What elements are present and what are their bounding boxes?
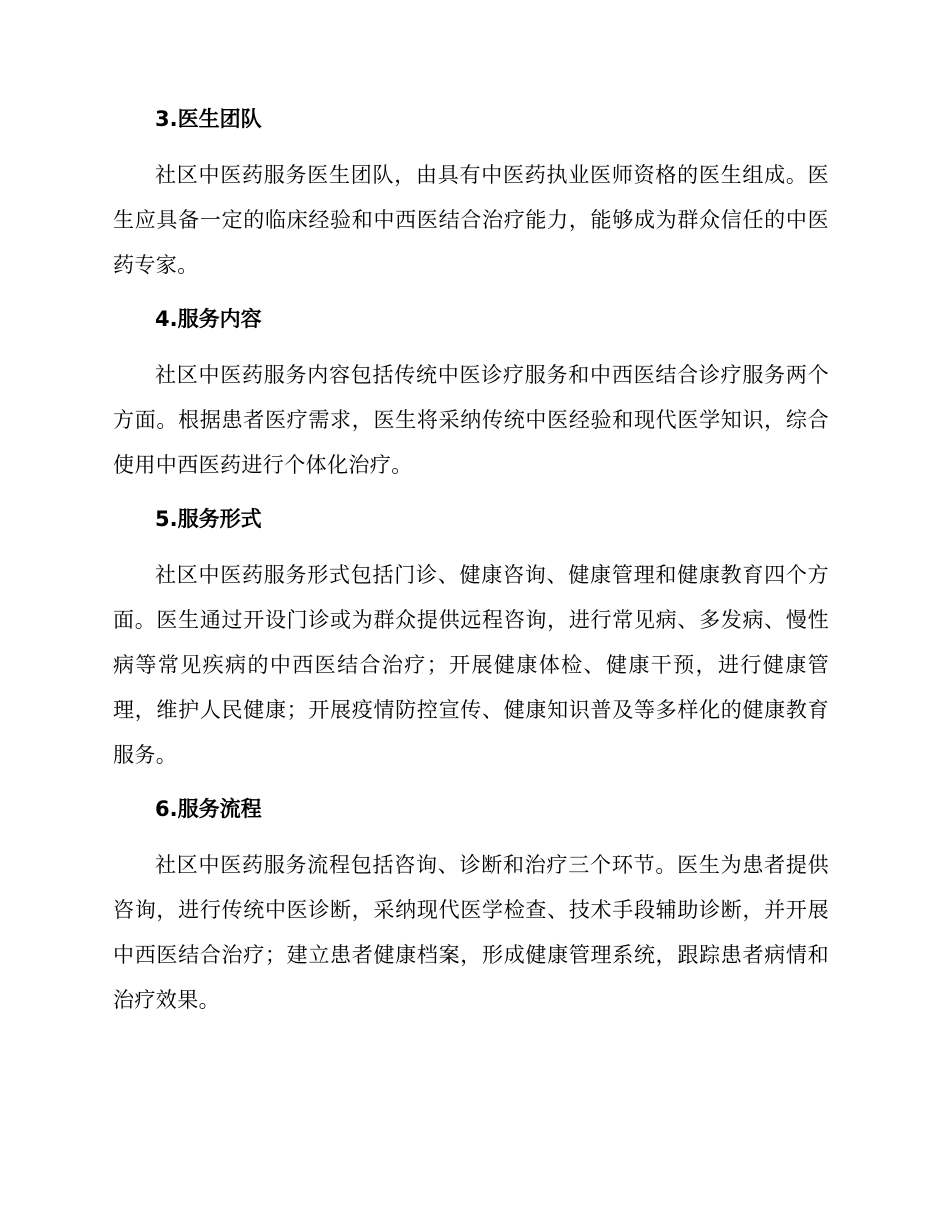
section-paragraph: 社区中医药服务医生团队，由具有中医药执业医师资格的医生组成。医生应具备一定的临床经验和中西医结合治疗能力，能够成为群众信任的中医药专家。 [113, 163, 829, 277]
section-heading: 3.医生团队 [155, 107, 262, 131]
section-paragraph: 社区中医药服务流程包括咨询、诊断和治疗三个环节。医生为患者提供咨询，进行传统中医诊断，采纳现代医学检查、技术手段辅助诊断，并开展中西医结合治疗；建立患者健康档案，形成健康管理系统，跟踪患者病情和治疗效果。 [113, 853, 829, 1012]
section-heading: 4.服务内容 [155, 307, 262, 331]
section-heading: 6.服务流程 [155, 797, 262, 821]
section-doctor-team [113, 104, 829, 288]
section-heading: 5.服务形式 [155, 507, 262, 531]
section-paragraph: 社区中医药服务内容包括传统中医诊疗服务和中西医结合诊疗服务两个方面。根据患者医疗需求，医生将采纳传统中医经验和现代医学知识，综合使用中西医药进行个体化治疗。 [113, 363, 829, 477]
section-paragraph: 社区中医药服务形式包括门诊、健康咨询、健康管理和健康教育四个方面。医生通过开设门诊或为群众提供远程咨询，进行常见病、多发病、慢性病等常见疾病的中西医结合治疗；开展健康体检、健康干预，进行健康管理，维护人民健康；开展疫情防控宣传、健康知识普及等多样化的健康教育服务。 [113, 563, 829, 767]
document-page [113, 104, 829, 1039]
section-service-form [113, 504, 829, 778]
section-service-process [113, 794, 829, 1023]
section-service-content [113, 304, 829, 488]
